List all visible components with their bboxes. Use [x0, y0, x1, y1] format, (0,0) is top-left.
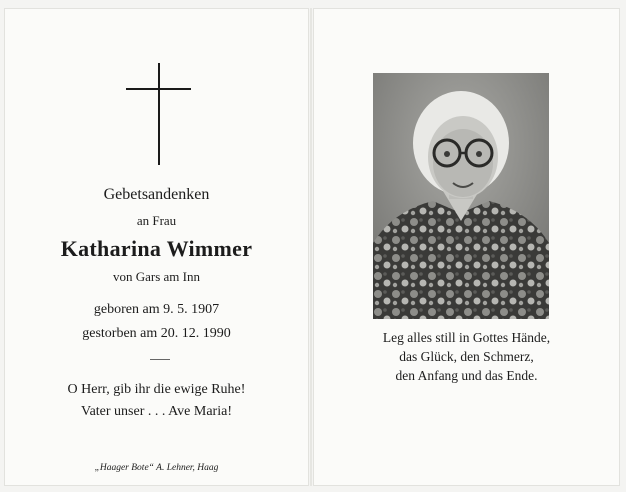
death-date: gestorben am 20. 12. 1990 — [82, 326, 231, 341]
divider — [150, 359, 170, 360]
prayer-line-1: O Herr, gib ihr die ewige Ruhe! — [67, 382, 246, 397]
card-fold — [310, 8, 312, 486]
prayer-line-2: Vater unser . . . Ave Maria! — [81, 404, 232, 419]
birth-date: geboren am 9. 5. 1907 — [93, 302, 220, 317]
verse-line-3: den Anfang und das Ende. — [395, 368, 538, 383]
left-page — [4, 8, 309, 486]
portrait-photo — [373, 73, 549, 319]
verse-line-2: das Glück, den Schmerz, — [399, 349, 534, 364]
deceased-name: Katharina Wimmer — [60, 236, 253, 261]
dedication-line: an Frau — [136, 213, 177, 228]
verse-line-1: Leg alles still in Gottes Hände, — [382, 330, 551, 345]
printer-credit: „Haager Bote“ A. Lehner, Haag — [94, 463, 219, 473]
card-heading: Gebetsandenken — [103, 186, 210, 203]
place-of-origin: von Gars am Inn — [112, 269, 200, 284]
cross-icon — [4, 8, 314, 178]
